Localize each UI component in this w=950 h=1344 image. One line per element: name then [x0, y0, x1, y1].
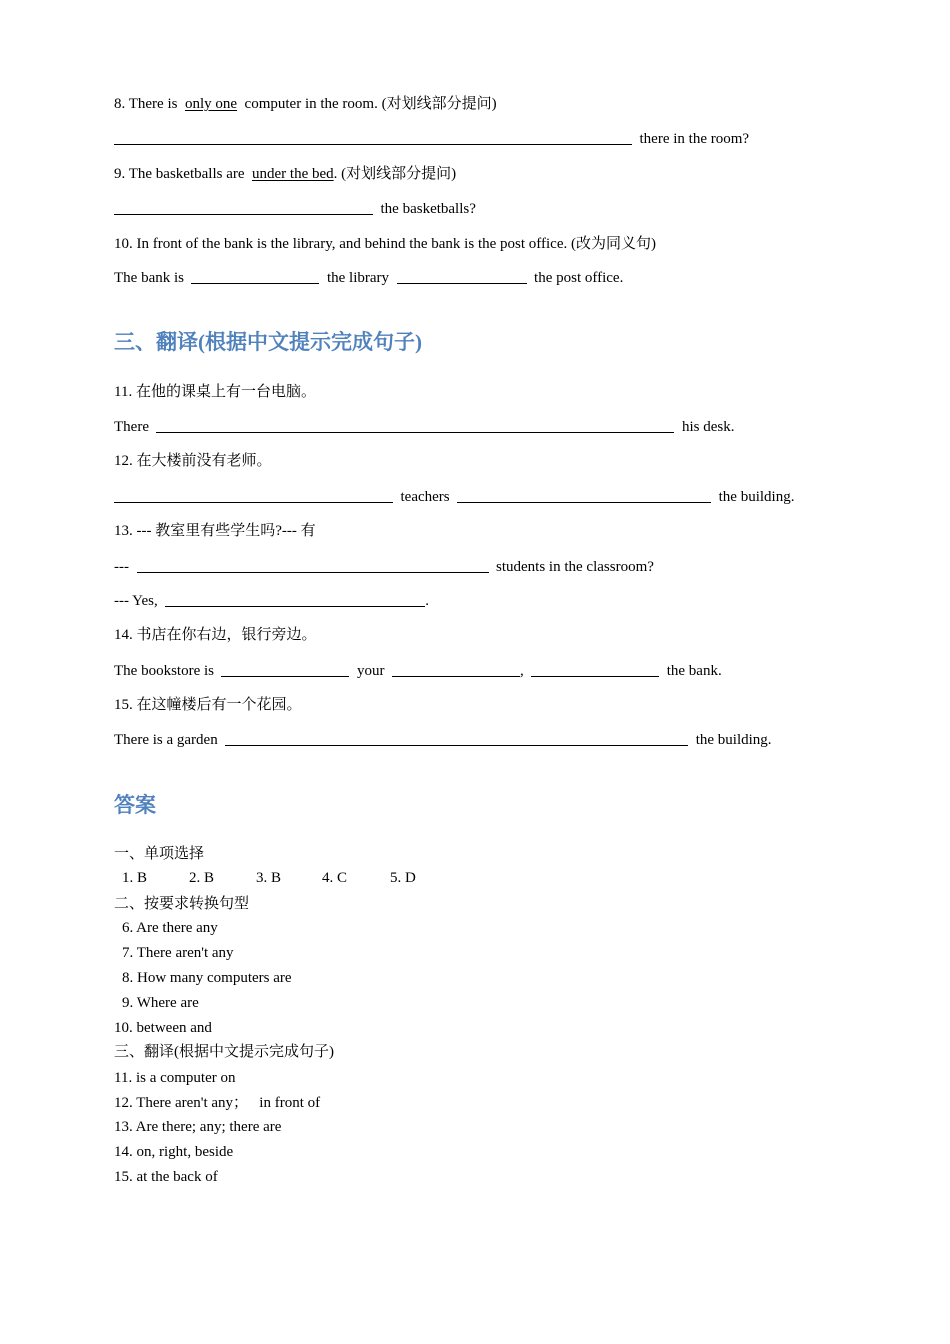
answer-14: 14. on, right, beside: [114, 1144, 234, 1160]
q11-suffix: his desk.: [681, 419, 735, 435]
question-8: [114, 94, 497, 114]
q11-prefix: There: [114, 419, 149, 435]
section-heading-translation: 三、翻译(根据中文提示完成句子): [114, 330, 422, 354]
question-10: 10. In front of the bank is the library, and behind the bank is the post office. (改为同义句): [114, 236, 656, 252]
question-13-answer-line-2: [114, 591, 429, 611]
answer-13: 13. Are there; any; there are: [114, 1119, 282, 1135]
q12-middle: teachers: [400, 489, 450, 505]
q13-dash: ---: [114, 559, 129, 575]
question-15-answer-line: [114, 730, 772, 750]
answer-12: 12. There aren't any； in front of: [114, 1095, 321, 1111]
answer-11: 11. is a computer on: [114, 1070, 236, 1086]
q9-instruction: . (对划线部分提问): [333, 166, 457, 182]
question-10-answer-line: [114, 268, 623, 288]
q8-underlined-phrase: only one: [184, 96, 238, 112]
question-9: [114, 164, 456, 184]
question-11: 11. 在他的课桌上有一台电脑。: [114, 384, 316, 400]
answer-blank[interactable]: [191, 269, 319, 284]
answer-blank[interactable]: [531, 662, 659, 677]
question-8-answer-line: [114, 129, 749, 149]
answer-7: 7. There aren't any: [122, 945, 234, 961]
answer-blank[interactable]: [221, 662, 349, 677]
q13-suffix: students in the classroom?: [496, 559, 654, 575]
q9-text: 9. The basketballs are: [114, 166, 245, 182]
question-13-answer-line-1: [114, 557, 654, 577]
answer-9: 9. Where are: [122, 995, 199, 1011]
answer-mc-2: 2. B: [189, 870, 215, 886]
answers-part3-title: 三、翻译(根据中文提示完成句子): [114, 1044, 334, 1060]
answer-15: 15. at the back of: [114, 1169, 218, 1185]
q14-suffix: the bank.: [666, 663, 722, 679]
q10-prefix: The bank is: [114, 270, 184, 286]
answer-blank[interactable]: [114, 200, 373, 215]
q8-answer-tail: there in the room?: [639, 131, 750, 147]
q13-period: .: [425, 593, 430, 609]
q9-underlined-phrase: under the bed: [252, 166, 334, 182]
answer-mc-5: 5. D: [390, 870, 416, 886]
question-14: 14. 书店在你右边，银行旁边。: [114, 627, 317, 643]
answer-blank[interactable]: [114, 488, 393, 503]
answer-blank[interactable]: [392, 662, 520, 677]
answers-part1-title: 一、单项选择: [114, 846, 205, 862]
question-14-answer-line: [114, 661, 722, 681]
q13-yes: --- Yes,: [114, 593, 158, 609]
q12-suffix: the building.: [718, 489, 795, 505]
answer-blank[interactable]: [114, 130, 632, 145]
q10-middle: the library: [326, 270, 390, 286]
answers-part2-title: 二、按要求转换句型: [114, 896, 250, 912]
answer-mc-1: 1. B: [122, 870, 148, 886]
question-12-answer-line: [114, 487, 794, 507]
q14-comma: ,: [519, 663, 524, 679]
q15-suffix: the building.: [695, 732, 772, 748]
answers-heading: 答案: [114, 793, 156, 817]
question-9-answer-line: [114, 199, 476, 219]
answer-6: 6. Are there any: [122, 920, 218, 936]
q8-text: 8. There is: [114, 96, 178, 112]
q8-instruction: computer in the room. (对划线部分提问): [244, 96, 497, 112]
q10-suffix: the post office.: [534, 270, 624, 286]
answer-mc-3: 3. B: [256, 870, 282, 886]
answer-blank[interactable]: [165, 592, 425, 607]
question-15: 15. 在这幢楼后有一个花园。: [114, 697, 302, 713]
q15-prefix: There is a garden: [114, 732, 218, 748]
answer-blank[interactable]: [397, 269, 527, 284]
q9-answer-tail: the basketballs?: [380, 201, 476, 217]
question-11-answer-line: [114, 417, 734, 437]
answer-blank[interactable]: [156, 418, 674, 433]
answer-blank[interactable]: [137, 558, 489, 573]
q14-prefix: The bookstore is: [114, 663, 214, 679]
answer-mc-4: 4. C: [322, 870, 348, 886]
q14-middle: your: [356, 663, 385, 679]
question-12: 12. 在大楼前没有老师。: [114, 453, 272, 469]
answer-8: 8. How many computers are: [122, 970, 292, 986]
question-13: 13. --- 教室里有些学生吗?--- 有: [114, 523, 316, 539]
answer-blank[interactable]: [225, 731, 688, 746]
answer-10: 10. between and: [114, 1020, 212, 1036]
answer-blank[interactable]: [457, 488, 711, 503]
